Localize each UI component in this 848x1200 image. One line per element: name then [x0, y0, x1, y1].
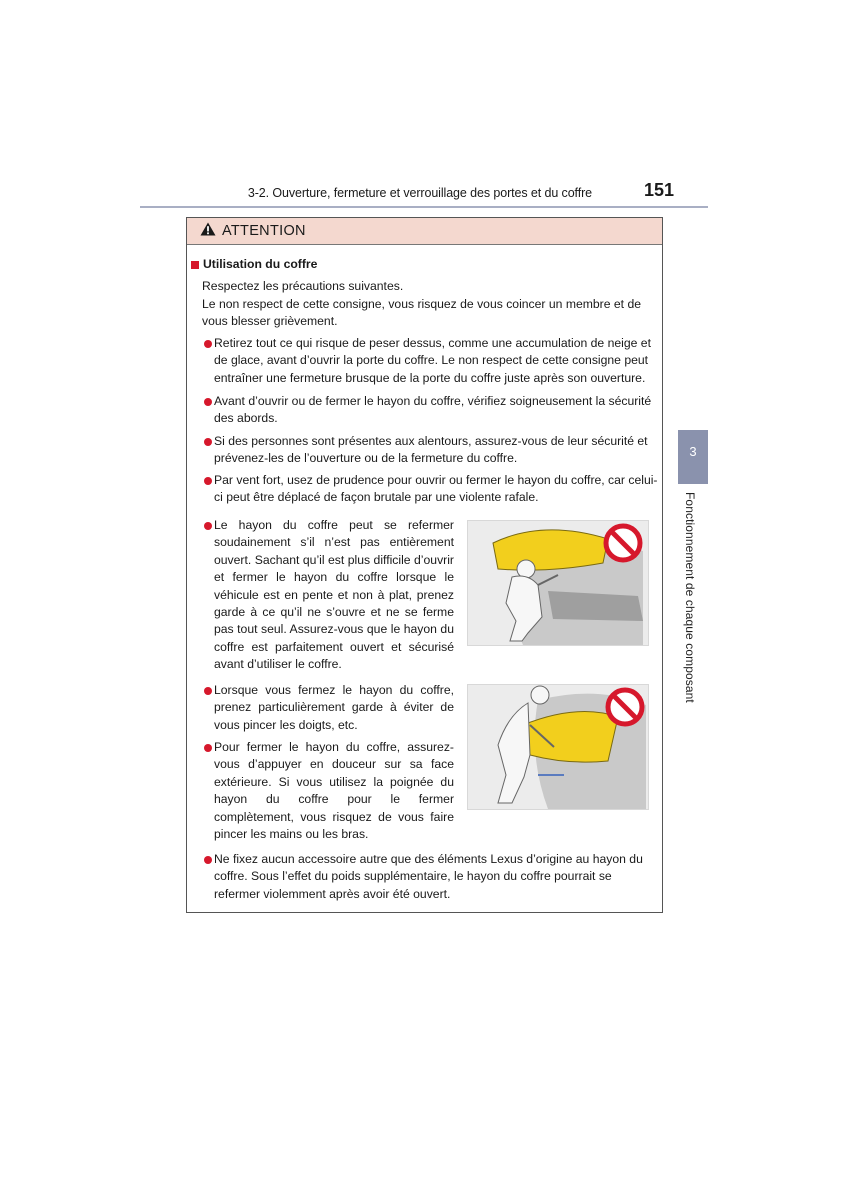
bullet-text: Le hayon du coffre peut se refermer soudainement s’il n’est pas entièrement ouvert. Sachant qu’il est plus difficile d’ouvrir et fermer le hayon du coffre lorsque le véhicule est en pente et non à plat, prenez garde à ce qu’il ne s’ouvre et ne se ferme pas tout seul. Assurez-vous que le hayon du coffre est parfaitement ouvert et sécurisé avant d’utiliser le coffre.	[214, 518, 454, 672]
warning-box	[186, 217, 663, 913]
bullet-dot	[204, 340, 212, 348]
bullet-dot	[204, 856, 212, 864]
warning-title: ATTENTION	[222, 223, 306, 239]
intro-line-1: Respectez les précautions suivantes.	[202, 279, 404, 293]
bullet-dot	[204, 438, 212, 446]
chapter-tab: 3	[678, 430, 708, 484]
bullet-text: Retirez tout ce qui risque de peser dessus, comme une accumulation de neige et de glace, avant d’ouvrir la porte du coffre. Le non respect de cette consigne peut entraîner une fermeture brusque de la porte du coffre juste après son ouverture.	[214, 336, 651, 385]
bullet-text: Par vent fort, usez de prudence pour ouvrir ou fermer le hayon du coffre, car celui-ci peut être déplacé de façon brutale par une violente rafale.	[214, 473, 658, 505]
red-square-icon	[191, 261, 199, 269]
bullet-dot	[204, 687, 212, 695]
closing-trunk-illustration	[467, 684, 649, 810]
section-heading	[191, 256, 317, 273]
bullet-text: Lorsque vous fermez le hayon du coffre, prenez particulièrement garde à éviter de vous pincer les doigts, etc.	[214, 683, 454, 732]
section-title: Utilisation du coffre	[203, 257, 318, 271]
bullet-dot	[204, 398, 212, 406]
chapter-side-title: Fonctionnement de chaque composant	[683, 492, 697, 703]
bullet-text: Pour fermer le hayon du coffre, assurez-vous d’appuyer en douceur sur sa face extérieure. Si vous utilisez la poignée du hayon du coffre pour le fermer complètement, vous risquez de vous faire pincer les mains ou les bras.	[214, 740, 454, 842]
bullet-dot	[204, 744, 212, 752]
warning-triangle-icon	[200, 222, 216, 241]
bullet-text: Ne fixez aucun accessoire autre que des éléments Lexus d’origine au hayon du coffre. Sous l’effet du poids supplémentaire, le hayon du coffre pourrait se refermer violemment après avoir été ouvert.	[214, 852, 643, 901]
page-number: 151	[643, 180, 674, 200]
running-header: 3-2. Ouverture, fermeture et verrouillage des portes et du coffre	[247, 186, 592, 200]
header-rule	[140, 206, 708, 208]
warning-header	[187, 218, 662, 245]
bullet-dot	[204, 477, 212, 485]
bullet-dot	[204, 522, 212, 530]
bullet-text: Si des personnes sont présentes aux alentours, assurez-vous de leur sécurité et prévenez-les de l’ouverture ou de la fermeture du coffre.	[214, 434, 648, 466]
intro-line-2: Le non respect de cette consigne, vous risquez de vous coincer un membre et de vous blesser grièvement.	[202, 297, 642, 329]
trunk-lid-illustration	[467, 520, 649, 646]
bullet-text: Avant d’ouvrir ou de fermer le hayon du coffre, vérifiez soigneusement la sécurité des abords.	[214, 394, 652, 426]
